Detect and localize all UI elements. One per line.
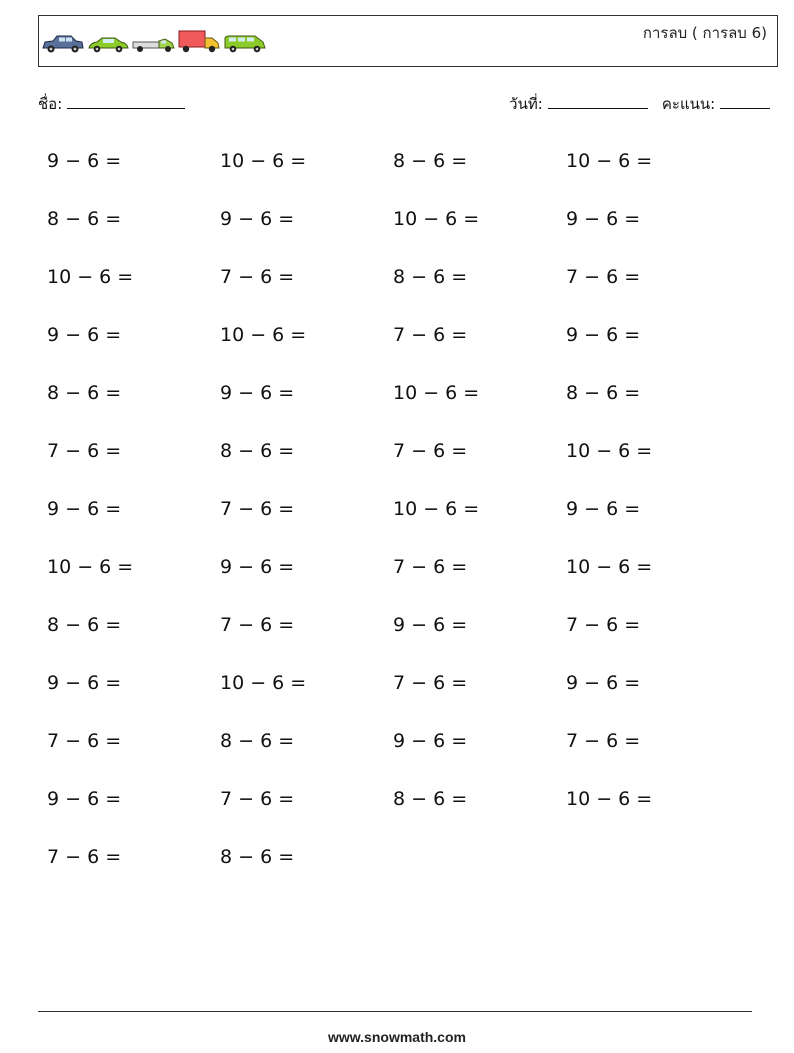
problem-item: 8 − 6 = [220, 846, 295, 868]
problem-item: 8 − 6 = [47, 382, 122, 404]
problem-item: 7 − 6 = [47, 846, 122, 868]
problem-item: 9 − 6 = [47, 498, 122, 520]
name-blank[interactable] [67, 94, 185, 109]
problem-item: 8 − 6 = [566, 382, 641, 404]
problem-item: 9 − 6 = [220, 556, 295, 578]
score-blank[interactable] [720, 94, 770, 109]
problem-item: 7 − 6 = [220, 614, 295, 636]
score-label: คะแนน: [661, 95, 716, 113]
problem-item: 10 − 6 = [220, 324, 307, 346]
problem-item: 9 − 6 = [47, 324, 122, 346]
problem-item: 7 − 6 = [393, 440, 468, 462]
problem-item: 8 − 6 = [393, 788, 468, 810]
problem-item: 7 − 6 = [566, 614, 641, 636]
problem-item: 9 − 6 = [47, 150, 122, 172]
date-blank[interactable] [548, 94, 648, 109]
date-label: วันที่: [509, 95, 543, 113]
problem-item: 9 − 6 = [220, 208, 295, 230]
name-label: ชื่อ: [38, 95, 63, 113]
problem-item: 7 − 6 = [566, 266, 641, 288]
pickup-truck-icon [132, 36, 175, 54]
red-delivery-truck-icon [178, 30, 220, 54]
problem-item: 7 − 6 = [47, 730, 122, 752]
problem-item: 9 − 6 = [566, 208, 641, 230]
problem-item: 8 − 6 = [47, 614, 122, 636]
problem-item: 9 − 6 = [47, 788, 122, 810]
date-score-fields [509, 92, 770, 116]
green-van-icon [223, 34, 267, 54]
problem-item: 10 − 6 = [393, 208, 480, 230]
problem-item: 10 − 6 = [220, 672, 307, 694]
problem-item: 10 − 6 = [47, 556, 134, 578]
problem-item: 10 − 6 = [566, 150, 653, 172]
problem-item: 7 − 6 = [220, 788, 295, 810]
problem-item: 9 − 6 = [393, 614, 468, 636]
problem-item: 10 − 6 = [393, 498, 480, 520]
worksheet-title: การลบ ( การลบ 6) [642, 24, 767, 42]
problem-item: 9 − 6 = [566, 324, 641, 346]
green-car-icon [87, 36, 129, 54]
problem-item: 8 − 6 = [220, 730, 295, 752]
problem-item: 10 − 6 = [566, 440, 653, 462]
problem-item: 7 − 6 = [393, 556, 468, 578]
problem-item: 10 − 6 = [566, 788, 653, 810]
footer-divider [38, 1011, 752, 1012]
problem-item: 7 − 6 = [393, 672, 468, 694]
problem-item: 10 − 6 = [47, 266, 134, 288]
name-field [38, 92, 185, 116]
problem-item: 10 − 6 = [220, 150, 307, 172]
problem-item: 9 − 6 = [566, 498, 641, 520]
problem-item: 10 − 6 = [393, 382, 480, 404]
problem-item: 9 − 6 = [566, 672, 641, 694]
vehicle-icons [41, 28, 267, 54]
problem-item: 7 − 6 = [566, 730, 641, 752]
problem-item: 7 − 6 = [47, 440, 122, 462]
problem-item: 10 − 6 = [566, 556, 653, 578]
footer-site: www.snowmath.com [328, 1029, 466, 1045]
problem-item: 9 − 6 = [393, 730, 468, 752]
worksheet-header [38, 15, 778, 67]
blue-car-icon [41, 34, 84, 54]
problem-item: 9 − 6 = [47, 672, 122, 694]
problem-item: 8 − 6 = [393, 266, 468, 288]
problem-item: 9 − 6 = [220, 382, 295, 404]
problem-item: 8 − 6 = [47, 208, 122, 230]
problem-item: 8 − 6 = [220, 440, 295, 462]
problem-item: 7 − 6 = [220, 498, 295, 520]
problem-grid [47, 144, 747, 898]
problem-item: 7 − 6 = [393, 324, 468, 346]
problem-item: 8 − 6 = [393, 150, 468, 172]
problem-item: 7 − 6 = [220, 266, 295, 288]
